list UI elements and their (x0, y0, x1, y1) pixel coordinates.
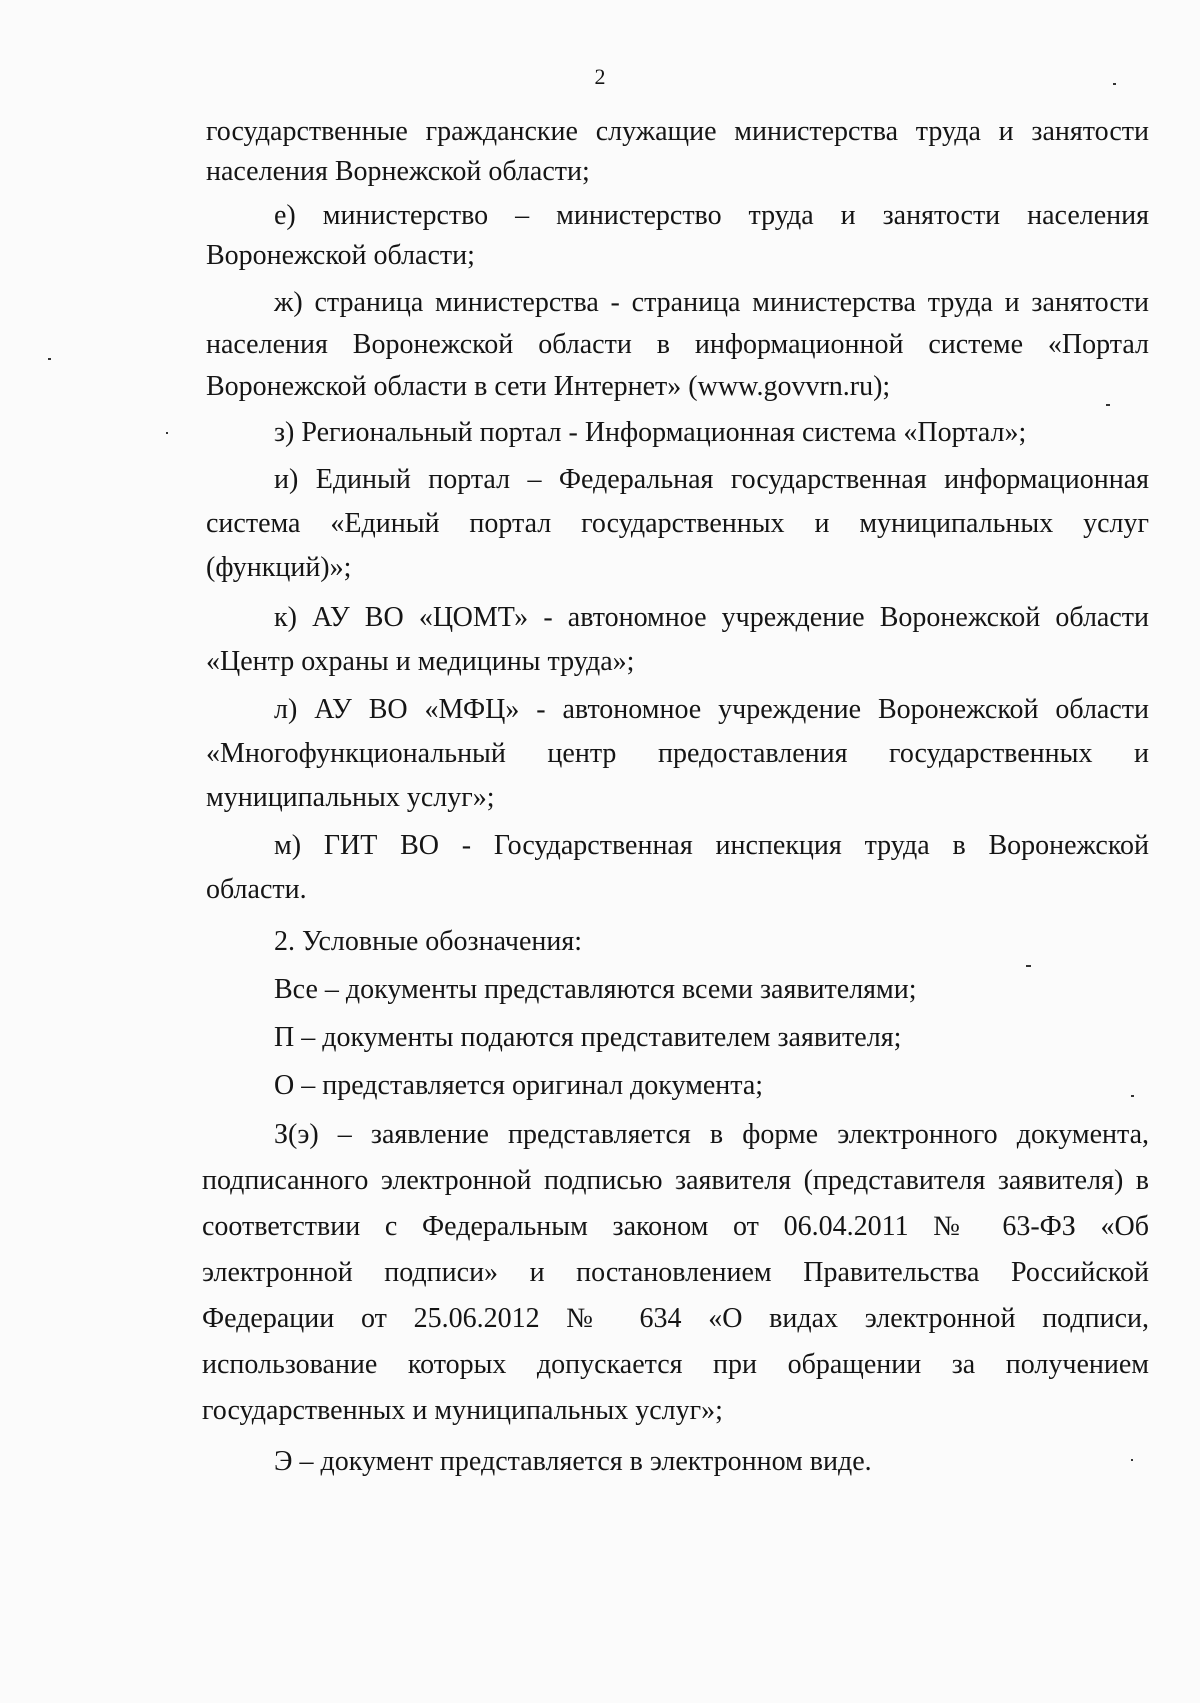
scan-speck (48, 358, 51, 360)
text-line-content: муниципальных услуг»; (206, 782, 495, 813)
text-line (206, 732, 1149, 776)
text-line (202, 1158, 1149, 1204)
text-line (206, 868, 1149, 912)
text-line (206, 112, 1149, 152)
text-line (206, 366, 1149, 408)
text-line-content: О – представляется оригинал документа; (274, 1070, 764, 1101)
text-line (206, 236, 1149, 276)
text-line (206, 1064, 1149, 1108)
text-line (202, 1342, 1149, 1388)
text-line (206, 824, 1149, 868)
text-line-content: (функций)»; (206, 552, 352, 583)
text-line-content: использование которых допускается при обращении за получением (202, 1349, 1149, 1380)
text-line-content: «Центр охраны и медицины труда»; (206, 646, 635, 677)
scan-speck (1026, 965, 1031, 967)
text-line-content: населения Воронежской области в информационной системе «Портал (206, 329, 1149, 360)
paragraph-legend-all (206, 968, 1149, 1012)
text-line (206, 412, 1149, 454)
scan-speck (1106, 404, 1110, 406)
paragraph-item-e (206, 196, 1149, 276)
text-line-content: м) ГИТ ВО - Государственная инспекция труда в Воронежской (274, 830, 1149, 861)
text-line-content: з) Региональный портал - Информационная система «Портал»; (274, 417, 1027, 448)
paragraph-item-k (206, 596, 1149, 684)
text-line (206, 282, 1149, 324)
text-line (202, 1296, 1149, 1342)
text-line-content: Федерации от 25.06.2012 № 634 «О видах электронной подписи, (202, 1303, 1149, 1334)
text-line-content: Все – документы представляются всеми заявителями; (274, 974, 917, 1005)
text-line (202, 1204, 1149, 1250)
text-line-content: соответствии с Федеральным законом от 06.04.2011 № 63-ФЗ «Об (202, 1211, 1149, 1242)
text-line-content: 2. Условные обозначения: (274, 926, 583, 957)
text-line (206, 458, 1149, 502)
scan-speck (1131, 1459, 1133, 1461)
text-line (206, 596, 1149, 640)
text-line-content: Э – документ представляется в электронном виде. (274, 1446, 872, 1477)
paragraph-item-m (206, 824, 1149, 912)
text-line-content: государственных и муниципальных услуг»; (202, 1395, 723, 1426)
text-line (202, 1250, 1149, 1296)
text-line-content: и) Единый портал – Федеральная государственная информационная (274, 464, 1149, 495)
text-line-content: к) АУ ВО «ЦОМТ» - автономное учреждение Воронежской области (274, 602, 1149, 633)
paragraph-intro-continuation (206, 112, 1149, 192)
text-line (206, 920, 1149, 964)
scan-speck (166, 432, 168, 434)
text-line (206, 152, 1149, 192)
text-line-content: Воронежской области в сети Интернет» (www.govvrn.ru); (206, 371, 891, 402)
text-line-content: З(э) – заявление представляется в форме электронного документа, (274, 1119, 1149, 1150)
paragraph-item-l (206, 688, 1149, 820)
text-line-content: л) АУ ВО «МФЦ» - автономное учреждение Воронежской области (274, 694, 1149, 725)
text-line (206, 1440, 1149, 1484)
text-line (206, 196, 1149, 236)
paragraph-item-zh (206, 282, 1149, 408)
text-line (206, 1016, 1149, 1060)
paragraph-legend-p (206, 1016, 1149, 1060)
text-line (206, 324, 1149, 366)
text-line-content: населения Ворнежской области; (206, 156, 590, 187)
text-line-content: ж) страница министерства - страница министерства труда и занятости (274, 287, 1149, 318)
text-line (202, 1112, 1149, 1158)
page-number: 2 (594, 64, 606, 89)
paragraph-legend-ze (202, 1112, 1149, 1434)
text-line-content: области. (206, 874, 307, 905)
text-line (206, 546, 1149, 590)
scan-speck (1113, 83, 1116, 85)
text-line-content: «Многофункциональный центр предоставления государственных и (206, 738, 1149, 769)
text-line-content: система «Единый портал государственных и муниципальных услуг (206, 508, 1149, 539)
paragraph-item-i (206, 458, 1149, 590)
text-line (206, 640, 1149, 684)
paragraph-legend-e (206, 1440, 1149, 1484)
text-line-content: подписанного электронной подписью заявителя (представителя заявителя) в (202, 1165, 1149, 1196)
text-line-content: е) министерство – министерство труда и занятости населения (274, 200, 1149, 231)
text-line-content: государственные гражданские служащие министерства труда и занятости (206, 116, 1149, 147)
text-line-content: П – документы подаются представителем заявителя; (274, 1022, 902, 1053)
text-line (202, 1388, 1149, 1434)
paragraph-item-z (206, 412, 1149, 454)
paragraph-legend-o (206, 1064, 1149, 1108)
text-line (206, 968, 1149, 1012)
scan-speck (1131, 1095, 1134, 1097)
text-line (206, 502, 1149, 546)
paragraph-section-2 (206, 920, 1149, 964)
text-line-content: электронной подписи» и постановлением Правительства Российской (202, 1257, 1149, 1288)
text-line-content: Воронежской области; (206, 240, 475, 271)
text-line (206, 688, 1149, 732)
text-line (206, 776, 1149, 820)
